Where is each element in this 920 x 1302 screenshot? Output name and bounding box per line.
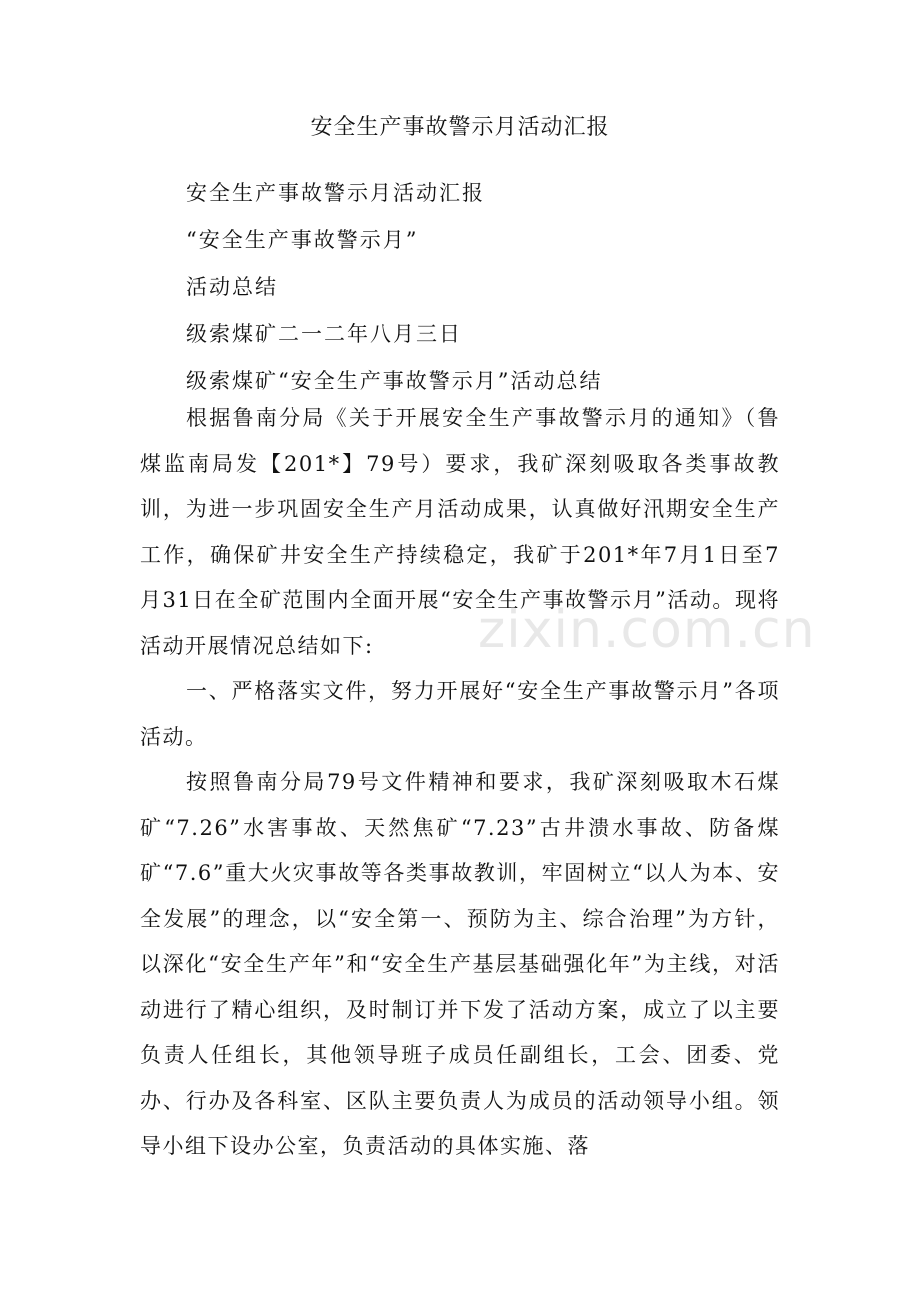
header-line: “安全生产事故警示月” xyxy=(186,228,419,252)
header-line: 活动总结 xyxy=(186,275,278,299)
header-line: 级索煤矿二一二年八月三日 xyxy=(186,322,462,346)
document-body xyxy=(140,396,780,1170)
body-paragraph: 按照鲁南分局79号文件精神和要求，我矿深刻吸取木石煤矿“7.26”水害事故、天然焦矿“7.23”古井溃水事故、防备煤矿“7.6”重大火灾事故等各类事故教训，牢固树立“以人为本、安全发展”的理念，以“安全第一、预防为主、综合治理”为方针，以深化“安全生产年”和“安全生产基层基础强化年”为主线，对活动进行了精心组织，及时制订并下发了活动方案，成立了以主要负责人任组长，其他领导班子成员任副组长，工会、团委、党办、行办及各科室、区队主要负责人为成员的活动领导小组。领导小组下设办公室，负责活动的具体实施、落 xyxy=(140,770,780,1158)
body-paragraph: 根据鲁南分局《关于开展安全生产事故警示月的通知》（鲁煤监南局发【201*】79号）要求，我矿深刻吸取各类事故教训，为进一步巩固安全生产月活动成果，认真做好汛期安全生产工作，确保矿井安全生产持续稳定，我矿于201*年7月1日至7月31日在全矿范围内全面开展“安全生产事故警示月”活动。现将活动开展情况总结如下: xyxy=(140,406,780,658)
header-lines xyxy=(186,170,826,405)
site-watermark: zixin.com.cn xyxy=(478,600,816,660)
body-paragraph: 一、严格落实文件，努力开展好“安全生产事故警示月”各项活动。 xyxy=(140,679,780,749)
header-line: 安全生产事故警示月活动汇报 xyxy=(186,181,485,205)
header-line: 级索煤矿“安全生产事故警示月”活动总结 xyxy=(186,369,603,393)
document-title: 安全生产事故警示月活动汇报 xyxy=(310,115,610,140)
